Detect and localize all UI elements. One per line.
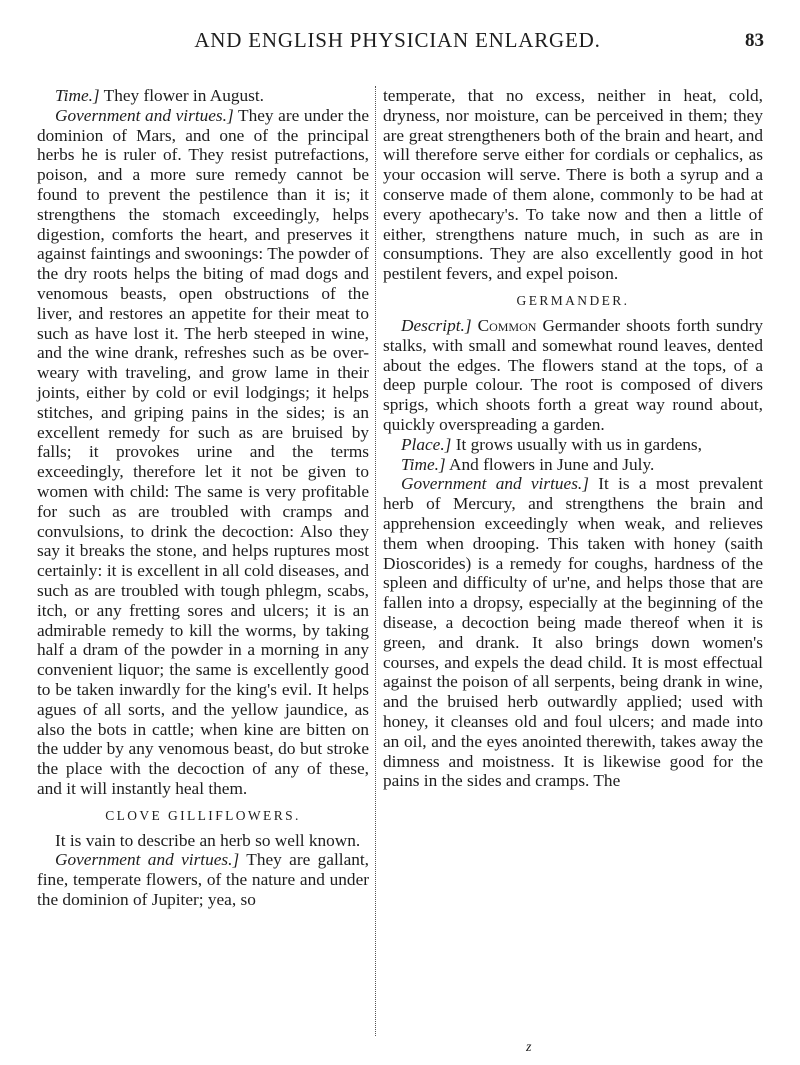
left-column bbox=[37, 86, 369, 910]
time-text: They flower in August. bbox=[99, 86, 264, 105]
time-label: Time.] bbox=[55, 86, 100, 105]
place-text: It grows usually with us in gardens, bbox=[451, 434, 702, 454]
clove-continuation-paragraph: temperate, that no excess, neither in heat, cold, dryness, nor moisture, can be perceived in them; they are great strengtheners both of the brain and heart, and will therefore serve either for cordials or cephalics, as your occasion will serve. There is both a syrup and a conserve made of them alone, commonly to be had at every apothecary's. To take now and then a little of either, strengthens nature much, in such as are in consumptions. They are also excellently good in hot pestilent fevers, and expel poison. bbox=[383, 86, 763, 284]
clove-government-label: Government and virtues.] bbox=[55, 850, 240, 870]
government-paragraph bbox=[37, 106, 369, 799]
description-label: Descript.] bbox=[401, 315, 472, 335]
germander-description-paragraph bbox=[383, 316, 763, 435]
germander-government-label: Government and virtues.] bbox=[401, 474, 589, 494]
clove-description-paragraph: It is vain to describe an herb so well known. bbox=[55, 830, 361, 850]
germander-government-paragraph bbox=[383, 474, 763, 791]
government-label: Government and virtues.] bbox=[55, 105, 234, 125]
government-text: They are under the dominion of Mars, and one of the principal herbs he is ruler of. They resist putrefactions, poison, and a more sure remedy cannot be found to prevent the pestilence than it is; it strengthens the stomach exceedingly, helps digestion, comforts the heart, and preserves it against faintings and swoonings: The powder of the dry roots helps the biting of mad dogs and venomous beasts, open obstructions of the liver, and restores an appetite for their meat to such as have lost it. The herb steeped in wine, and the wine drank, refreshes such as be over-weary with traveling, and grow lame in their joints, either by cold or evil lodgings; it helps stitches, and griping pains in the sides; is an excellent remedy for such as are bruised by falls; it provokes urine and the terms exceedingly, therefore let it not be given to women with child: The same is very profitable for such as are troubled with cramps and convulsions, to drink the decoction: Also they say it breaks the stone, and helps ruptures most certainly: it is excellent in all cold diseases, and such as are troubled with tough phlegm, scabs, itch, or any fretting sores and ulcers; it is an admirable remedy to kill the worms, by taking half a dram of the powder in a morning in any convenient liquor; the same is excellently good to be taken inwardly for the king's evil. It helps agues of all sorts, and the yellow jaundice, as also the bots in cattle; when kine are bitten on the udder by any venomous beast, do but stroke the place with the decoction of any of these, and it will instantly heal them. bbox=[37, 105, 370, 798]
page-number: 83 bbox=[745, 30, 764, 51]
place-label: Place.] bbox=[401, 434, 452, 454]
germander-time-text: And flowers in June and July. bbox=[445, 454, 655, 474]
running-head bbox=[0, 28, 800, 58]
time-paragraph bbox=[37, 86, 369, 106]
printer-signature-mark: z bbox=[526, 1040, 532, 1055]
right-column bbox=[383, 86, 763, 791]
clove-government-paragraph bbox=[37, 850, 369, 909]
section-heading-germander: GERMANDER. bbox=[516, 292, 630, 308]
clove-government-text: They are gallant, fine, temperate flowers, of the nature and under the dominion of Jupiter; yea, so bbox=[37, 850, 369, 910]
germander-government-text: It is a most prevalent herb of Mercury, and strengthens the brain and apprehension exceedingly when weak, and relieves them when drooping. This taken with honey (saith Dioscorides) is a remedy for coughs, hardness of the spleen and difficulty of ur'ne, and helps those that are fallen into a dropsy, especially at the beginning of the disease, a decoction being made thereof when it is green, and drank. It also brings down women's courses, and expels the dead child. It is most effectual against the poison of all serpents, being drank in wine, and the bruised herb outwardly applied; used with honey, it cleanses old and foul ulcers; and made into an oil, and the eyes anointed therewith, takes away the dimness and moistness. It is likewise good for the pains in the sides and cramps. The bbox=[383, 474, 763, 791]
section-heading-clove-gilliflowers: CLOVE GILLIFLOWERS. bbox=[105, 807, 301, 823]
description-lead: Common bbox=[471, 315, 537, 335]
germander-place-paragraph bbox=[383, 435, 763, 455]
description-text: Germander shoots forth sundry stalks, with small and somewhat round leaves, dented about the edges. The flowers stand at the tops, of a deep purple colour. The root is composed of divers sprigs, which shoots forth a great way round about, quickly overspreading a garden. bbox=[383, 315, 763, 434]
running-title: AND ENGLISH PHYSICIAN ENLARGED. bbox=[194, 28, 601, 52]
germander-time-paragraph bbox=[383, 455, 763, 475]
germander-time-label: Time.] bbox=[401, 454, 446, 474]
column-divider bbox=[375, 86, 376, 1036]
